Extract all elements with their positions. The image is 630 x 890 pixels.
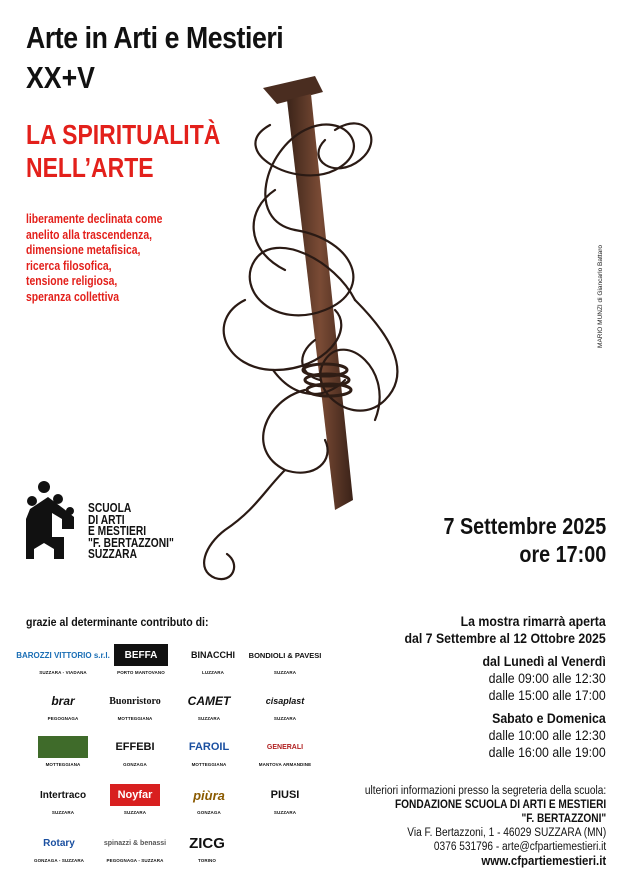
school-name-line: E MESTIERI <box>88 524 147 538</box>
sponsor-name: FAROIL <box>188 741 230 753</box>
school-name-line: "F. BERTAZZONI" <box>88 535 174 550</box>
sponsor-name: piùra <box>193 787 225 803</box>
sponsor-name: Buonristoro <box>109 695 161 707</box>
school-logo <box>24 479 84 559</box>
foundation-name: FONDAZIONE SCUOLA DI ARTI E MESTIERI <box>394 799 606 811</box>
sponsor-location: TORINO <box>197 858 217 863</box>
sponsor-name: Intertraco <box>39 789 87 801</box>
sponsor-location: SUZZARA <box>197 716 221 721</box>
sponsor-location: PORTO MANTOVANO <box>117 670 165 675</box>
weekday-hours: dalle 15:00 alle 17:00 <box>488 687 606 703</box>
weekend-heading: Sabato e Domenica <box>492 710 606 726</box>
sponsor-logo <box>244 784 326 815</box>
sponsor-location: GONZAGA <box>197 810 221 815</box>
school-name <box>88 503 174 561</box>
phone-email: 0376 531796 - arte@cfpartiemestieri.it <box>433 841 606 853</box>
sponsor-location: MANTOVA ARMANDINE <box>258 762 312 767</box>
description-line: tensione religiosa, <box>26 273 118 288</box>
sponsor-name: Noyfar <box>110 784 160 806</box>
artwork-image <box>185 70 425 590</box>
event-date: 7 Settembre 2025 <box>443 513 606 539</box>
sponsor-location: SUZZARA <box>273 810 297 815</box>
weekday-heading: dal Lunedì al Venerdì <box>482 653 606 669</box>
sponsor-name: BONDIOLI & PAVESI <box>248 650 322 660</box>
description-line: ricerca filosofica, <box>26 257 112 273</box>
sponsor-logo <box>168 784 250 815</box>
weekend-hours: dalle 10:00 alle 12:30 <box>488 727 606 743</box>
sponsor-logo <box>244 690 326 721</box>
sponsor-logo <box>94 736 176 767</box>
sponsor-logo <box>244 644 326 675</box>
description-line: anelito alla trascendenza, <box>26 226 153 242</box>
sponsor-logo <box>172 644 254 675</box>
foundation-name-2: "F. BERTAZZONI" <box>521 813 606 825</box>
sponsor-location: PEGOGNAGA <box>47 716 79 721</box>
sponsor-name: BEFFA <box>114 644 168 666</box>
sponsor-logo <box>22 736 104 767</box>
sponsor-logo <box>94 690 176 721</box>
description-line: liberamente declinata come <box>26 211 163 226</box>
sponsor-name: ZICG <box>189 834 225 852</box>
school-name-line: SUZZARA <box>88 547 137 561</box>
sponsor-logo <box>166 832 248 863</box>
address: Via F. Bertazzoni, 1 - 46029 SUZZARA (MN) <box>407 827 606 839</box>
sponsor-location: SUZZARA - VIADANA <box>39 670 87 675</box>
weekday-hours: dalle 09:00 alle 12:30 <box>488 670 606 686</box>
sponsor-name: spinazzi & benassi <box>103 839 167 847</box>
contact-info <box>332 784 606 868</box>
sponsor-location: LUZZARA <box>202 670 224 675</box>
open-period-line: dal 7 Settembre al 12 Ottobre 2025 <box>404 630 606 646</box>
sponsor-logo <box>22 784 104 815</box>
sponsor-location: MOTTEGGIANA <box>117 716 153 721</box>
subtitle-line-2: NELL’ARTE <box>26 152 154 183</box>
sponsor-name: PIUSI <box>270 789 300 801</box>
description-line: dimensione metafisica, <box>26 242 141 257</box>
event-date-block <box>417 512 606 568</box>
sponsor-location: SUZZARA <box>273 670 297 675</box>
sponsor-logo <box>244 736 326 767</box>
subtitle-line-1: LA SPIRITUALITÀ <box>26 119 221 150</box>
sponsor-logo <box>168 736 250 767</box>
title-line-2: XX+V <box>26 60 95 95</box>
sponsor-logo <box>168 690 250 721</box>
sponsor-location: MOTTEGGIANA <box>45 762 81 767</box>
description <box>26 211 162 304</box>
sponsor-name: brar <box>51 694 75 708</box>
sponsor-logo <box>22 690 104 721</box>
sponsor-location: MOTTEGGIANA <box>191 762 227 767</box>
sponsor-location: PEGOGNAGA - SUZZARA <box>106 858 164 863</box>
sponsor-location: SUZZARA <box>123 810 147 815</box>
sponsor-location: GONZAGA <box>123 762 147 767</box>
contact-intro: ulteriori informazioni presso la segreteria della scuola: <box>364 785 606 797</box>
title-line-1: Arte in Arti e Mestieri <box>26 20 284 55</box>
weekend-hours: dalle 16:00 alle 19:00 <box>488 744 606 760</box>
sponsor-logo <box>94 784 176 815</box>
sponsor-location: GONZAGA - SUZZARA <box>33 858 85 863</box>
sponsor-name: BAROZZI VITTORIO s.r.l. <box>16 650 110 660</box>
school-name-line: DI ARTI <box>88 512 125 527</box>
description-line: speranza collettiva <box>26 288 120 304</box>
sponsor-name <box>38 736 88 758</box>
event-time: ore 17:00 <box>519 541 606 567</box>
sponsor-name: cisaplast <box>265 696 305 706</box>
sponsor-logo <box>94 832 176 863</box>
sponsor-logo <box>16 644 110 675</box>
sponsor-name: GENERALI <box>266 743 304 751</box>
exhibition-info <box>377 613 606 761</box>
sponsor-name: Rotary <box>43 837 75 849</box>
sponsor-name: CAMET <box>187 694 231 708</box>
sponsor-name: BINACCHI <box>191 650 235 660</box>
school-name-line: SCUOLA <box>88 501 132 515</box>
open-period-line: La mostra rimarrà aperta <box>460 613 606 629</box>
sponsors-heading: grazie al determinante contributo di: <box>26 615 209 629</box>
website-link[interactable]: www.cfpartiemestieri.it <box>481 853 606 868</box>
sponsor-logo <box>18 832 100 863</box>
sponsor-location: SUZZARA <box>273 716 297 721</box>
sponsor-name: EFFEBI <box>115 741 155 753</box>
photo-credit: MARIO MUNZI di Giancarlo Battaro <box>597 245 604 348</box>
sponsor-logo <box>100 644 182 675</box>
sponsor-location: SUZZARA <box>51 810 75 815</box>
